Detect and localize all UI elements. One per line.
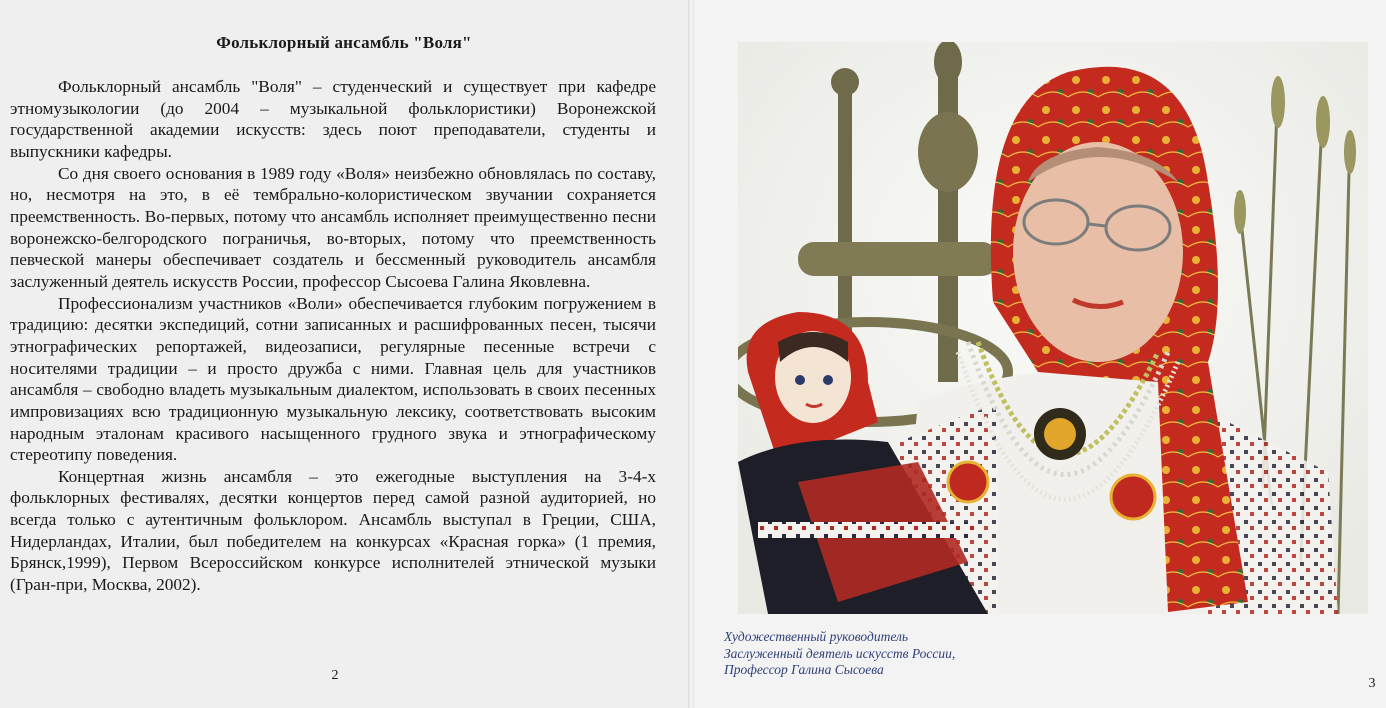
- paragraph-2: Со дня своего основания в 1989 году «Воля» неизбежно обновлялась по составу, но, несмотря на это, в её тембрально-колористическом звучании сохраняется преемственность. Во-первых, потому что ансамбль исполняет преимущественно песни воронежско-белгородского пограничья, во-вторых, потому что преемственность певческой манеры обеспечивает создатель и бессменный руководитель ансамбля заслуженный деятель искусств России, профессор Сысоева Галина Яковлевна.: [10, 163, 656, 291]
- paragraph-1: Фольклорный ансамбль "Воля" – студенческий и существует при кафедре этномузыкологии (до 2004 – музыкальной фольклористики) Воронежской государственной академии искусств: здесь поют преподаватели, студенты и выпускники кафедры.: [10, 77, 656, 161]
- page-number-right: 3: [1368, 676, 1376, 691]
- page-title: Фольклорный ансамбль "Воля": [216, 33, 472, 52]
- paragraph-4: Концертная жизнь ансамбля – это ежегодные выступления на 3-4-х фольклорных фестивалях, десятки концертов перед самой разной аудиторией, но всегда только с аутентичным фольклором. Ансамбль выступал в Греции, США, Нидерландах, Италии, был победителем на конкурсах «Красная горка» (1 премия, Брянск,1999), Первом Всероссийском конкурсе исполнителей этнической музыки (Гран-при, Москва, 2002).: [10, 466, 656, 595]
- portrait-photo: [738, 42, 1368, 614]
- left-page: [0, 0, 688, 708]
- caption-line: Профессор Галина Сысоева: [724, 662, 884, 677]
- caption-line: Художественный руководитель: [724, 629, 909, 644]
- article-body: [10, 76, 656, 596]
- paragraph-3: Профессионализм участников «Воли» обеспечивается глубоким погружением в традицию: десятки экспедиций, сотни записанных и расшифрованных песен, тысячи этнографических репортажей, видеозаписи, регулярные песенные встречи с носителями традиции – и просто дружба с ними. Главная цель для участников ансамбля – свободно владеть музыкальным диалектом, использовать в своих песенных импровизациях всю традиционную музыкальную лексику, соответствовать высоким народным эталонам красивого насыщенного грудного звука и этнографическому стереотипу поведения.: [10, 293, 656, 465]
- caption-line: Заслуженный деятель искусств России,: [724, 645, 956, 661]
- photo-caption: [724, 629, 1144, 679]
- page-number-left: 2: [331, 668, 339, 683]
